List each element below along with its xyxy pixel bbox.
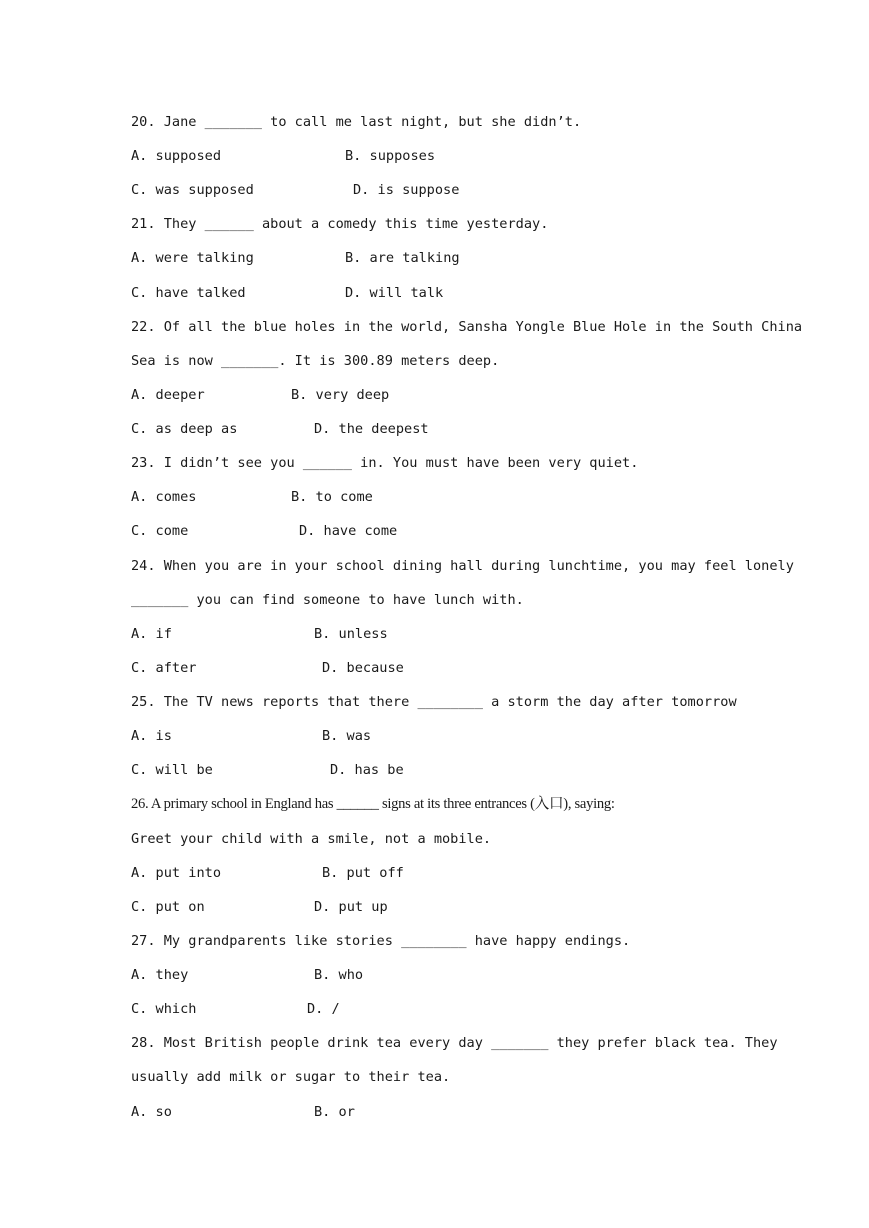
question-25-option-d: D. has be bbox=[330, 762, 404, 778]
question-23-option-d: D. have come bbox=[299, 523, 398, 539]
question-20-option-a: A. supposed bbox=[131, 148, 222, 164]
question-21-option-c: C. have talked bbox=[131, 285, 246, 301]
question-26-option-b: B. put off bbox=[322, 865, 404, 881]
question-27-option-d: D. / bbox=[307, 1001, 340, 1017]
question-25-option-a: A. is bbox=[131, 728, 172, 744]
question-20-stem: 20. Jane _______ to call me last night, but she didn’t. bbox=[131, 114, 582, 130]
question-27-stem: 27. My grandparents like stories ________ have happy endings. bbox=[131, 933, 631, 949]
question-26-stem-line-1: 26. A primary school in England has ______ signs at its three entrances (入口), saying: bbox=[131, 796, 615, 812]
question-21-stem: 21. They ______ about a comedy this time yesterday. bbox=[131, 216, 549, 232]
question-22-stem-line-1: 22. Of all the blue holes in the world, Sansha Yongle Blue Hole in the South China bbox=[131, 319, 803, 335]
question-28-stem-line-2: usually add milk or sugar to their tea. bbox=[131, 1069, 451, 1085]
question-24-option-d: D. because bbox=[322, 660, 404, 676]
question-21-option-a: A. were talking bbox=[131, 250, 254, 266]
question-28-stem-line-1: 28. Most British people drink tea every day _______ they prefer black tea. They bbox=[131, 1035, 778, 1051]
question-25-stem: 25. The TV news reports that there ________ a storm the day after tomorrow bbox=[131, 694, 737, 710]
question-24-option-c: C. after bbox=[131, 660, 197, 676]
question-22-option-d: D. the deepest bbox=[314, 421, 429, 437]
question-22-stem-line-2: Sea is now _______. It is 300.89 meters deep. bbox=[131, 353, 500, 369]
question-23-option-a: A. comes bbox=[131, 489, 197, 505]
question-24-stem-line-2: _______ you can find someone to have lunch with. bbox=[131, 592, 524, 608]
question-28-option-b: B. or bbox=[314, 1104, 355, 1120]
question-26-stem-line-2: Greet your child with a smile, not a mobile. bbox=[131, 831, 492, 847]
question-26-option-d: D. put up bbox=[314, 899, 388, 915]
question-24-stem-line-1: 24. When you are in your school dining hall during lunchtime, you may feel lonely bbox=[131, 558, 794, 574]
question-24-option-b: B. unless bbox=[314, 626, 388, 642]
question-27-option-c: C. which bbox=[131, 1001, 197, 1017]
question-22-option-a: A. deeper bbox=[131, 387, 205, 403]
question-23-option-c: C. come bbox=[131, 523, 189, 539]
question-28-option-a: A. so bbox=[131, 1104, 172, 1120]
question-20-option-d: D. is suppose bbox=[353, 182, 460, 198]
question-23-stem: 23. I didn’t see you ______ in. You must have been very quiet. bbox=[131, 455, 639, 471]
question-27-option-a: A. they bbox=[131, 967, 189, 983]
question-21-option-d: D. will talk bbox=[345, 285, 444, 301]
question-26-option-a: A. put into bbox=[131, 865, 222, 881]
question-24-option-a: A. if bbox=[131, 626, 172, 642]
question-26-option-c: C. put on bbox=[131, 899, 205, 915]
question-21-option-b: B. are talking bbox=[345, 250, 460, 266]
question-25-option-b: B. was bbox=[322, 728, 372, 744]
question-22-option-c: C. as deep as bbox=[131, 421, 238, 437]
question-20-option-b: B. supposes bbox=[345, 148, 436, 164]
question-25-option-c: C. will be bbox=[131, 762, 213, 778]
question-27-option-b: B. who bbox=[314, 967, 364, 983]
question-20-option-c: C. was supposed bbox=[131, 182, 254, 198]
question-22-option-b: B. very deep bbox=[291, 387, 390, 403]
question-23-option-b: B. to come bbox=[291, 489, 373, 505]
